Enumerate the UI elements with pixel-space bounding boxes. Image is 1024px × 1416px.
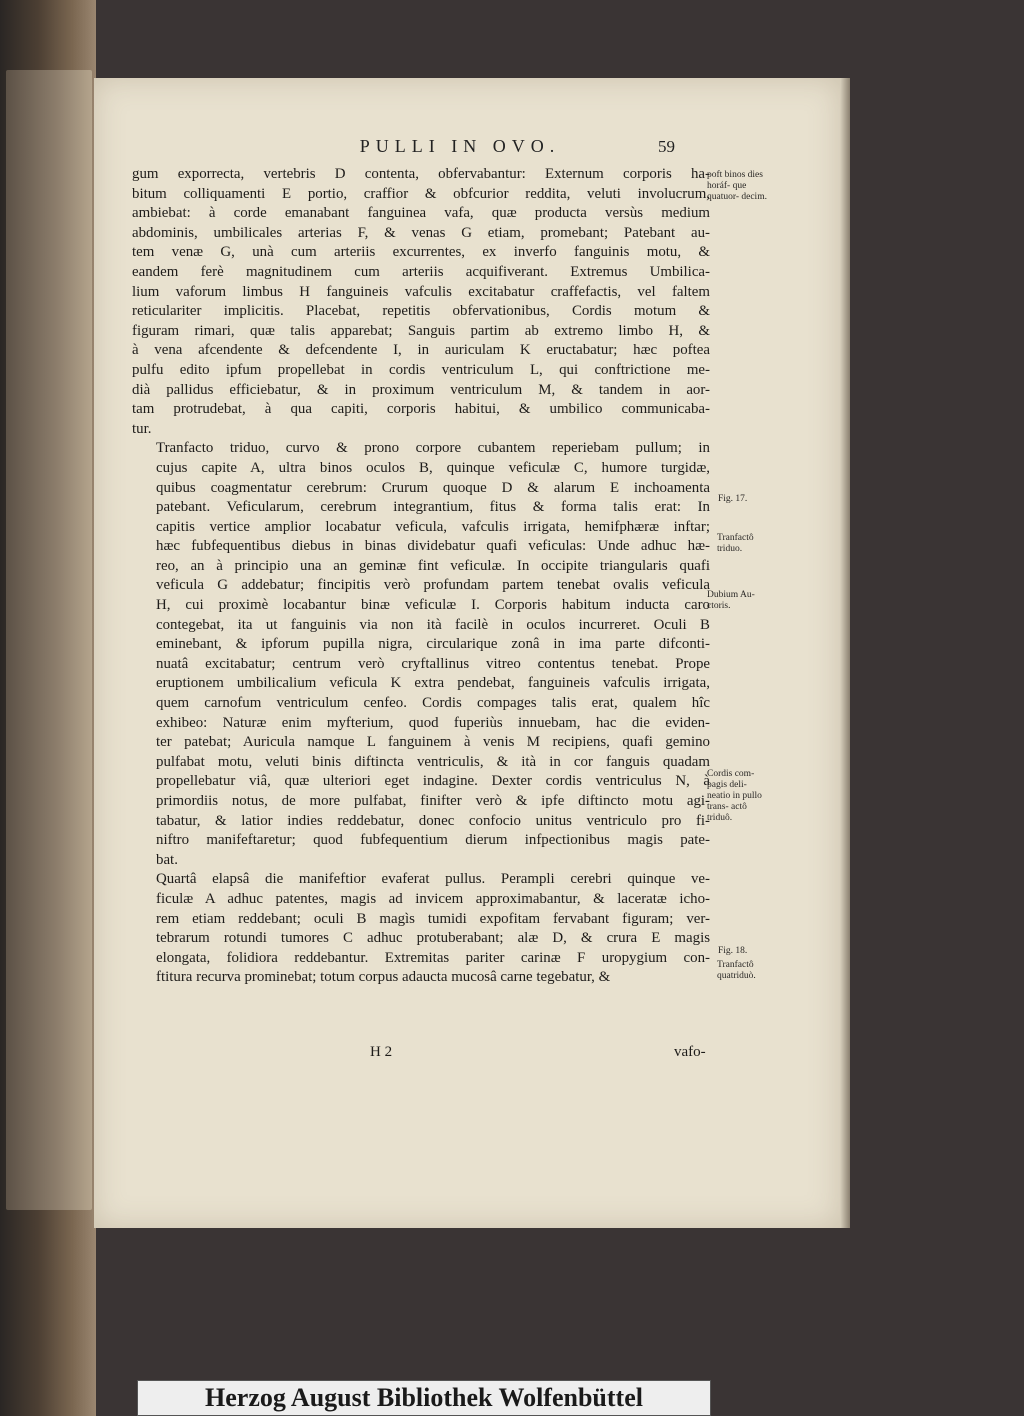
text-line: reticulariter implicitis. Placebat, repetitis obfervationibus, Cordis motum & <box>132 303 710 320</box>
text-line: pulfabat motu, veluti binis diftincta ventriculis, & ità in cor fanguis quadam <box>156 753 710 770</box>
text-line: reo, an à principio una an geminæ fint veficulæ. In occipite triangularis quafi <box>156 557 710 574</box>
text-line: eruptionem umbilicalium veficula K extra pendebat, fanguineis vafculis irrigata, <box>156 675 710 692</box>
text-line: tam protrudebat, à qua capiti, corporis habitui, & umbilico communicaba- <box>132 401 710 418</box>
library-target-card <box>137 1380 711 1416</box>
text-line: patebant. Veficularum, cerebrum integrantium, fitus & forma talis erat: In <box>156 499 710 516</box>
text-line: tur. <box>132 420 152 437</box>
text-line: ambiebat: à corde emanabant fanguinea vafa, quæ producta versùs medium <box>132 205 710 222</box>
text-line: eminebant, & ipforum pupilla nigra, circularique zonâ in ima parte difconti- <box>156 636 710 653</box>
text-line: bat. <box>156 851 178 868</box>
facing-page-edge <box>6 70 92 1210</box>
paragraph-2 <box>132 439 710 870</box>
catchword: vafo- <box>674 1044 706 1060</box>
text-line: ficulæ A adhuc patentes, magis ad invicem approximabantur, & laceratæ icho- <box>156 890 710 907</box>
text-line: elongata, folidiora reddebantur. Extremitas pariter carinæ F uropygium con- <box>156 949 710 966</box>
text-line: Tranfacto triduo, curvo & prono corpore cubantem reperiebam pullum; in <box>156 440 710 457</box>
text-line: gum exporrecta, vertebris D contenta, obfervabantur: Externum corporis ha- <box>132 166 710 182</box>
text-line: abdominis, umbilicales arterias F, & venas G etiam, promebant; Patebant au- <box>132 224 710 241</box>
paragraph-3 <box>132 870 710 988</box>
text-line: eandem ferè magnitudinem cum arteriis acquifiverant. Extremus Umbilica- <box>132 263 710 280</box>
margin-note-figure: Fig. 17. <box>718 494 748 504</box>
margin-note: Dubium Au- ctoris. <box>707 590 755 611</box>
text-line: quem carnofum ventriculum cenfeo. Cordis compages talis erat, qualem hîc <box>156 695 710 712</box>
text-line: H, cui proximè locabantur binæ veficulæ I. Corporis habitum inducta caro <box>156 597 710 614</box>
text-line: dià pallidus efficiebatur, & in proximum ventriculum M, & tandem in aor- <box>132 381 710 398</box>
text-line: quibus coagmentatur cerebrum: Crurum quoque D & alarum E inchoamenta <box>156 479 710 496</box>
page-number: 59 <box>658 137 675 156</box>
text-line: niftro manifeftaretur; quod fubfequentium dierum infpectionibus magis pate- <box>156 832 710 849</box>
card-title: Herzog August Bibliothek Wolfenbüttel <box>205 1383 643 1412</box>
text-line: capitis vertice amplior locabatur veficula, vafculis irrigata, hemifphæræ inftar; <box>156 518 710 535</box>
text-line: ter patebat; Auricula namque L fanguinem à venis M recipiens, quafi gemino <box>156 734 710 751</box>
text-line: contegebat, ita ut fanguinis via non ità facilè in oculos incurreret. Oculi B <box>156 616 710 633</box>
text-line: à vena afcendente & defcendente I, in auriculam K eructabatur; hæc poftea <box>132 342 710 359</box>
margin-note: Tranfactô quatriduò. <box>717 960 756 981</box>
text-line: primordiis notus, de more pulfabat, finifter verò & ipfe diftincto motu agi- <box>156 793 710 809</box>
text-line: tabatur, & latior indies reddebatur, donec confocio unitus ventriculo pro fi- <box>156 812 710 829</box>
text-line: veficula G addebatur; fincipitis verò profundam partem tenebat ovalis veficula <box>156 577 710 594</box>
text-line: tebrarum rotundi tumores C adhuc protuberabant; alæ D, & crura E magis <box>156 930 710 947</box>
margin-note: Tranfactô triduo. <box>717 533 754 554</box>
text-line: cujus capite A, ultra binos oculos B, quinque veficulæ C, humore turgidæ, <box>156 459 710 476</box>
text-line: pulfu edito ipfum propellebat in cordis ventriculum L, qui conftrictione me- <box>132 361 710 378</box>
text-line: tem venæ G, unà cum arteriis excurrentes, ex inverfo fanguinis motu, & <box>132 244 710 261</box>
margin-note-figure: Fig. 18. <box>718 946 748 956</box>
text-line: ftitura recurva prominebat; totum corpus adaucta mucosâ carne tegebatur, & <box>156 969 611 986</box>
text-line: lium vaforum limbus H fanguineis vafculis excitabatur craffefactis, vel faltem <box>132 283 710 300</box>
text-line: nuatâ excitabatur; centrum verò cryftallinus vitreo contentus tenebat. Prope <box>156 655 710 672</box>
text-line: figuram rimari, quæ talis apparebat; Sanguis partim ab extremo limbo H, & <box>132 322 710 339</box>
text-line: rem etiam reddebant; oculi B magìs tumidi expofitam fervabant figuram; ver- <box>156 910 710 927</box>
running-head: PULLI IN OVO. <box>359 136 561 156</box>
text-line: propellebatur viâ, quæ ulteriori eget indagine. Dexter cordis ventriculus N, à <box>156 773 710 790</box>
margin-note: Cordis com- pagis deli- neatio in pullo trans- actô triduô. <box>707 769 762 823</box>
text-line: hæc fubfequentibus diebus in binas dividebatur quafi veficulas: Unde adhuc hæ- <box>156 538 710 555</box>
signature-mark: H 2 <box>370 1044 393 1060</box>
text-line: Quartâ elapsâ die manifeftior evaferat pullus. Perampli cerebri quinque ve- <box>156 871 710 888</box>
text-line: exhibeo: Naturæ enim myfterium, quod fuperiùs innuebam, hac die eviden- <box>156 714 710 731</box>
text-line: bitum colliquamenti E portio, craffior & obfcurior reddita, veluti involucrum, <box>132 185 710 202</box>
page-edge-shadow <box>840 78 850 1228</box>
main-text <box>132 165 710 988</box>
paragraph-1 <box>132 165 710 439</box>
margin-note: poft binos dies horáf- que quatuor- decim. <box>707 170 767 202</box>
